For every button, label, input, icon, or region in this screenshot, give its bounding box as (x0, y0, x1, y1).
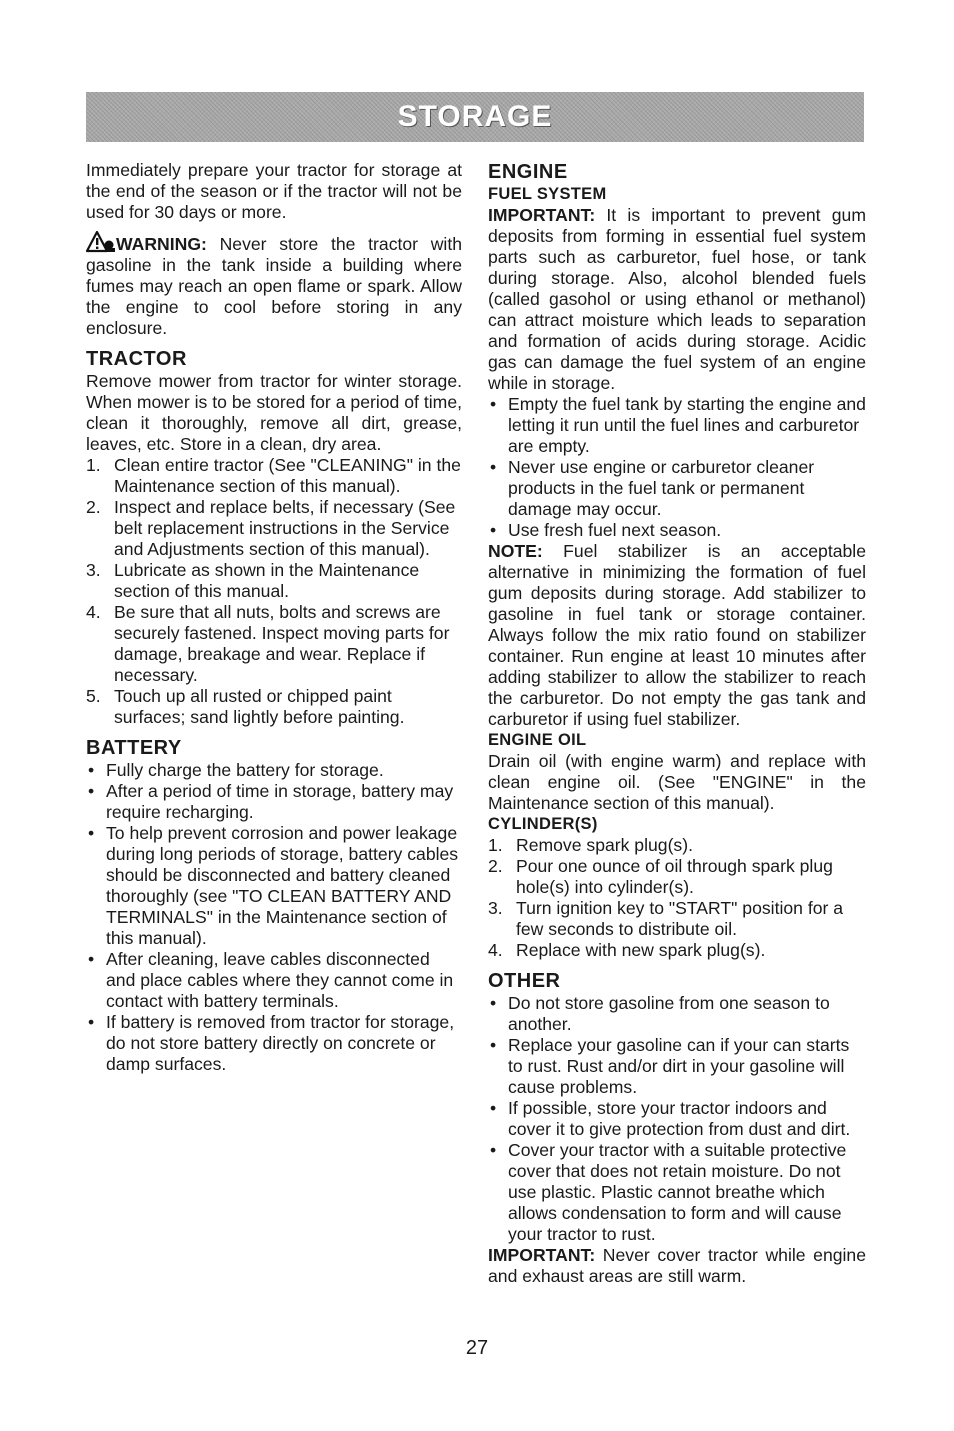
list-item (488, 856, 866, 898)
bullet-text: Use fresh fuel next season. (508, 520, 722, 540)
bullet-icon: • (88, 1012, 95, 1032)
other-heading: OTHER (488, 970, 561, 992)
cylinders-heading: CYLINDER(S) (488, 815, 598, 833)
other-important-paragraph (488, 1245, 866, 1287)
list-item (86, 602, 462, 686)
bullet-icon: • (88, 760, 95, 780)
bullet-text: If battery is removed from tractor for storage, do not store battery directly on concrete or damp surfaces. (106, 1012, 455, 1074)
list-item (86, 686, 462, 728)
list-item (488, 835, 866, 856)
step-number: 4. (488, 940, 503, 960)
bullet-text: After cleaning, leave cables disconnected and place cables where they cannot come in contact with battery terminals. (106, 949, 454, 1011)
fuel-bullet-list (488, 394, 866, 541)
right-column (488, 160, 866, 1287)
bullet-icon: • (490, 520, 497, 540)
bullet-icon: • (88, 781, 95, 801)
battery-heading: BATTERY (86, 737, 182, 759)
list-item (488, 993, 866, 1035)
fuel-important-paragraph (488, 205, 866, 394)
step-number: 1. (86, 455, 101, 475)
list-item (488, 457, 866, 520)
bullet-icon: • (490, 1035, 497, 1055)
list-item (488, 1140, 866, 1245)
cylinder-steps-list (488, 835, 866, 961)
bullet-text: Empty the fuel tank by starting the engine and letting it run until the fuel lines and carburetor are empty. (508, 394, 866, 456)
bullet-text: Fully charge the battery for storage. (106, 760, 384, 780)
bullet-icon: • (490, 457, 497, 477)
bullet-text: Do not store gasoline from one season to another. (508, 993, 830, 1034)
step-text: Remove spark plug(s). (516, 835, 693, 855)
step-number: 2. (86, 497, 101, 517)
note-label: NOTE: (488, 541, 543, 561)
step-number: 5. (86, 686, 101, 706)
step-text: Turn ignition key to "START" position for a few seconds to distribute oil. (516, 898, 844, 939)
list-item (86, 781, 462, 823)
page-number: 27 (465, 1337, 489, 1359)
step-number: 1. (488, 835, 503, 855)
step-text: Touch up all rusted or chipped paint surfaces; sand lightly before painting. (114, 686, 405, 727)
warning-paragraph (86, 231, 462, 339)
step-text: Clean entire tractor (See "CLEANING" in the Maintenance section of this manual). (114, 455, 461, 496)
left-column (86, 160, 462, 1075)
bullet-icon: • (490, 993, 497, 1013)
list-item (488, 940, 866, 961)
other-bullet-list (488, 993, 866, 1245)
tractor-steps-list (86, 455, 462, 728)
bullet-icon: • (490, 1140, 497, 1160)
tractor-paragraph: Remove mower from tractor for winter storage. When mower is to be stored for a period of time, clean it thoroughly, remove all dirt, grease, leaves, etc. Store in a clean, dry area. (86, 371, 462, 454)
list-item (86, 497, 462, 560)
battery-bullet-list (86, 760, 462, 1075)
engine-oil-heading: ENGINE OIL (488, 731, 587, 749)
bullet-text: Cover your tractor with a suitable protective cover that does not retain moisture. Do not use plastic. Plastic cannot breathe which allows condensation to form and will cause your tractor to rust. (508, 1140, 847, 1244)
list-item (488, 898, 866, 940)
tractor-heading: TRACTOR (86, 348, 187, 370)
note-text: Fuel stabilizer is an acceptable alternative in minimizing the formation of fuel gum deposits during storage. Add stabilizer to gasoline in fuel tank or storage container. Always follow the mix ratio found on stabilizer container. Run engine at least 10 minutes after adding stabilizer to allow the stabilizer to reach the carburetor. Do not empty the gas tank and carburetor if using fuel stabilizer. (488, 541, 866, 729)
list-item (488, 394, 866, 457)
step-text: Pour one ounce of oil through spark plug hole(s) into cylinder(s). (516, 856, 833, 897)
note-paragraph (488, 541, 866, 730)
engine-oil-paragraph: Drain oil (with engine warm) and replace with clean engine oil. (See "ENGINE" in the Maintenance section of this manual). (488, 751, 866, 813)
important-label: IMPORTANT: (488, 1245, 596, 1265)
bullet-icon: • (490, 1098, 497, 1118)
step-number: 3. (488, 898, 503, 918)
step-text: Be sure that all nuts, bolts and screws are securely fastened. Inspect moving parts for damage, breakage and wear. Replace if necessary. (114, 602, 450, 685)
engine-heading: ENGINE (488, 161, 568, 183)
step-number: 3. (86, 560, 101, 580)
bullet-icon: • (88, 823, 95, 843)
bullet-text: Replace your gasoline can if your can starts to rust. Rust and/or dirt in your gasoline will cause problems. (508, 1035, 850, 1097)
warning-text: Never store the tractor with gasoline in the tank inside a building where fumes may reach an open flame or spark. Allow the engine to cool before storing in any enclosure. (86, 234, 462, 338)
list-item (86, 823, 462, 949)
bullet-text: To help prevent corrosion and power leakage during long periods of storage, battery cables should be disconnected and battery cleaned thoroughly (see "TO CLEAN BATTERY AND TERMINALS" in the Maintenance section of this manual). (106, 823, 459, 948)
step-text: Replace with new spark plug(s). (516, 940, 766, 960)
bullet-text: Never use engine or carburetor cleaner products in the fuel tank or permanent damage may occur. (508, 457, 815, 519)
bullet-icon: • (490, 394, 497, 414)
step-text: Inspect and replace belts, if necessary (See belt replacement instructions in the Service and Adjustments section of this manual). (114, 497, 456, 559)
bullet-icon: • (88, 949, 95, 969)
bullet-text: After a period of time in storage, battery may require recharging. (106, 781, 454, 822)
fuel-system-heading: FUEL SYSTEM (488, 185, 607, 203)
warning-label: WARNING: (116, 234, 207, 254)
step-number: 2. (488, 856, 503, 876)
bullet-text: If possible, store your tractor indoors and cover it to give protection from dust and dirt. (508, 1098, 851, 1139)
step-text: Lubricate as shown in the Maintenance section of this manual. (114, 560, 420, 601)
list-item (86, 949, 462, 1012)
intro-paragraph: Immediately prepare your tractor for storage at the end of the season or if the tractor will not be used for 30 days or more. (86, 160, 462, 222)
list-item (86, 760, 462, 781)
list-item (488, 1035, 866, 1098)
section-banner (86, 92, 864, 142)
list-item (86, 455, 462, 497)
list-item (86, 560, 462, 602)
list-item (86, 1012, 462, 1075)
important-label: IMPORTANT: (488, 205, 596, 225)
step-number: 4. (86, 602, 101, 622)
warning-triangle-icon (86, 231, 116, 253)
important-text: Never cover tractor while engine and exhaust areas are still warm. (488, 1245, 866, 1286)
page-title: STORAGE (397, 100, 553, 133)
list-item (488, 520, 866, 541)
important-text: It is important to prevent gum deposits from forming in essential fuel system parts such as carburetor, fuel hose, or tank during storage. Also, alcohol blended fuels (called gasohol or using ethanol or methanol) can attract moisture which leads to separation and formation of acids during storage. Acidic gas can damage the fuel system of an engine while in storage. (488, 205, 866, 393)
list-item (488, 1098, 866, 1140)
